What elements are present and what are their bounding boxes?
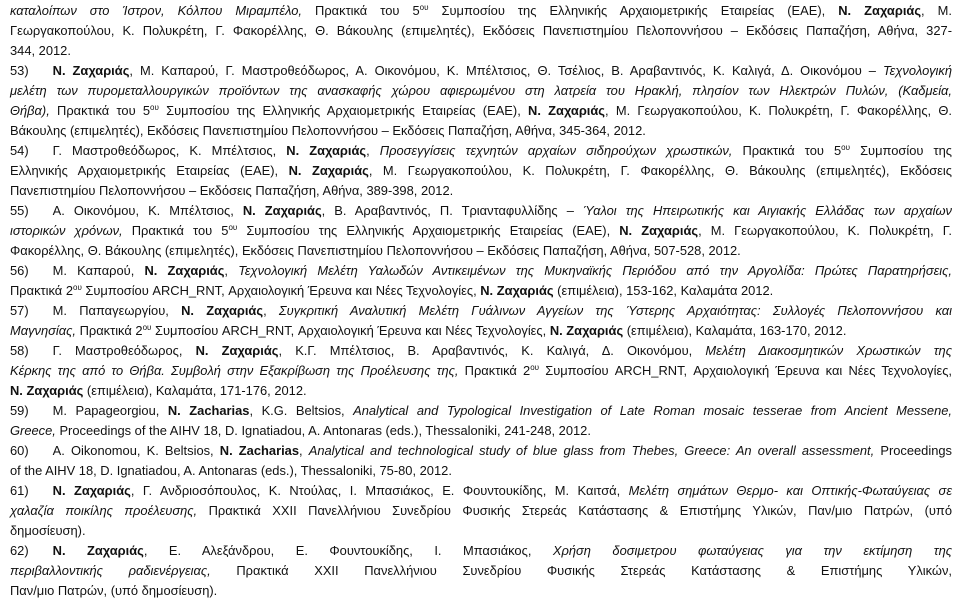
text-run: Πρακτικά του 5: [49, 103, 151, 118]
reference-line: [10, 243, 741, 258]
title-text: Προσεγγίσεις τεχνητών αρχαίων σιδηρούχων χρωστικών,: [379, 143, 733, 158]
text-run: Βάκουλης (επιμελητές), Εκδόσεις Πανεπιστημίου Πελοποννήσου – Εκδόσεις Παπαζήση, Αθήνα, 345-364, 2012.: [10, 123, 646, 138]
text-run: 56): [10, 263, 29, 278]
title-text: Analytical and technological study of blue glass from Thebes, Greece: An overall assessment,: [308, 443, 875, 458]
text-run: of the AIHV 18, D. Ignatiadou, A. Antonaras (eds.), Thessaloniki, 75-80, 2012.: [10, 463, 452, 478]
author-name: Ν. Ζαχαριάς: [181, 303, 264, 318]
text-run: Ελληνικής Αρχαιομετρικής Εταιρείας (ΕΑΕ),: [10, 163, 289, 178]
text-run: , Μ. Γεωργακοπούλου, Κ. Πολυκρέτη, Γ. Φακορέλλης, Θ.: [605, 103, 952, 118]
text-run: , Κ.Γ. Μπέλτσιος, Β. Αραβαντινός, Κ. Καλιγά, Δ. Οικονόμου,: [278, 343, 706, 358]
text-run: , Μ. Γεωργακοπούλου, Κ. Πολυκρέτη, Γ. Φακορέλλης, Θ. Βάκουλης (επιμελητές), Εκδόσεις: [368, 163, 952, 178]
text-run: Proceedings: [874, 443, 953, 458]
text-run: Α. Οικονόμου, Κ. Μπέλτσιος,: [52, 203, 243, 218]
reference-line: [10, 423, 591, 438]
reference-line: [10, 3, 952, 18]
ordinal-superscript: ου: [73, 283, 82, 292]
ordinal-superscript: ου: [150, 103, 159, 112]
text-run: 61): [10, 483, 29, 498]
ordinal-superscript: ου: [142, 323, 152, 332]
text-run: Πρακτικά XXII Πανελλήνιου Συνεδρίου Φυσικής Στερεάς Κατάστασης & Επιστήμης Υλικών,: [210, 563, 953, 578]
text-run: Συμποσίου της Ελληνικής Αρχαιομετρικής Εταιρείας (ΕΑΕ),: [428, 3, 839, 18]
reference-line: [10, 563, 952, 578]
author-name: Ν. Ζαχαριάς: [286, 143, 367, 158]
author-name: Ν. Ζαχαριάς: [52, 543, 144, 558]
text-run: Πρακτικά 2: [458, 363, 531, 378]
title-text: Μελέτη Διακοσμητικών Χρωστικών της: [705, 343, 952, 358]
text-run: Πρακτικά του 5: [732, 143, 842, 158]
text-run: 59): [10, 403, 29, 418]
text-run: , Μ. Καπαρού, Γ. Μαστροθεόδωρος, Α. Οικονόμου, Κ. Μπέλτσιος, Θ. Τσέλιος, Β. Αραβαντινός, Κ. Καλιγά, Δ. Οικονόμου: [129, 63, 869, 78]
text-run: Μ. Καπαρού,: [52, 263, 145, 278]
text-run: (επιμέλεια), Καλαμάτα, 163-170, 2012.: [623, 323, 847, 338]
text-run: , Μ. Γεωργακοπούλου, Κ. Πολυκρέτη, Γ.: [698, 223, 953, 238]
text-run: (επιμέλεια), Καλαμάτα, 171-176, 2012.: [83, 383, 307, 398]
reference-line: [10, 283, 773, 298]
text-run: Γ. Μαστροθεόδωρος, Κ. Μπέλτσιος,: [52, 143, 287, 158]
reference-line: [10, 23, 952, 38]
reference-line: [10, 403, 952, 418]
text-run: 58): [10, 343, 29, 358]
reference-line: [10, 263, 952, 278]
reference-line: [10, 63, 952, 78]
reference-line: [10, 163, 952, 178]
title-text: Τεχνολογική Μελέτη Υαλωδών Αντικειμένων της Μυκηναϊκής Περιόδου από την Αργολίδα: Πρώτες Παρατηρήσεις,: [238, 263, 952, 278]
title-text: Analytical and Typological Investigation of Late Roman mosaic tesserae from Ancient Messene,: [353, 403, 952, 418]
title-text: περιβαλλοντικής ραδιενέργειας,: [10, 563, 211, 578]
text-run: Πρακτικά του 5: [122, 223, 229, 238]
author-name: Ν. Ζαχαριάς: [10, 383, 84, 398]
author-name: Ν. Ζαχαριάς: [52, 483, 131, 498]
text-run: Πρακτικά XXII Πανελλήνιου Συνεδρίου Φυσικής Στερεάς Κατάστασης & Επιστήμης Υλικών, Παν/μιο Πατρών, (υπό: [197, 503, 952, 518]
title-text: Κέρκης της από το Θήβα. Συμβολή στην Εξακρίβωση της Προέλευσης της,: [10, 363, 459, 378]
author-name: Ν. Ζαχαριάς: [288, 163, 369, 178]
author-name: Ν. Ζαχαριάς: [549, 323, 624, 338]
reference-line: [10, 183, 453, 198]
text-run: A. Oikonomou, K. Beltsios,: [52, 443, 220, 458]
text-run: Πρακτικά 2: [75, 323, 143, 338]
title-text: – Ύαλοι της Ηπειρωτικής και Αιγιακής Ελλάδας των αρχαίων: [566, 203, 952, 218]
reference-line: [10, 123, 646, 138]
text-run: Πανεπιστημίου Πελοποννήσου – Εκδόσεις Παπαζήση, Αθήνα, 389-398, 2012.: [10, 183, 454, 198]
text-run: 57): [10, 303, 29, 318]
reference-line: [10, 523, 86, 538]
text-run: 54): [10, 143, 29, 158]
reference-line: [10, 383, 307, 398]
text-run: 344, 2012.: [10, 43, 71, 58]
author-name: Ν. Ζαχαριάς: [619, 223, 699, 238]
author-name: N. Zacharias: [219, 443, 300, 458]
text-run: Συμποσίου ARCH_RNT, Αρχαιολογική Έρευνα και Νέες Τεχνολογίες,: [539, 363, 952, 378]
reference-line: [10, 363, 952, 378]
text-run: (επιμέλεια), 153-162, Καλαμάτα 2012.: [553, 283, 774, 298]
title-text: Μαγνησίας,: [10, 323, 76, 338]
reference-line: [10, 103, 952, 118]
text-run: 53): [10, 63, 29, 78]
text-run: , Μ.: [921, 3, 952, 18]
reference-line: [10, 43, 71, 58]
author-name: Ν. Ζαχαριάς: [144, 263, 225, 278]
text-run: 55): [10, 203, 29, 218]
text-run: Proceedings of the AIHV 18, D. Ignatiadou, A. Antonaras (eds.), Thessaloniki, 241-248, 2012.: [55, 423, 591, 438]
title-text: Θήβα),: [10, 103, 50, 118]
reference-line: [10, 143, 952, 158]
author-name: Ν. Ζαχαριάς: [195, 343, 279, 358]
text-run: Πρακτικά 2: [10, 283, 73, 298]
reference-line: [10, 203, 952, 218]
text-run: , Β. Αραβαντινός, Π. Τριανταφυλλίδης: [321, 203, 567, 218]
reference-line: [10, 463, 452, 478]
text-run: Συμποσίου της: [850, 143, 952, 158]
text-run: 62): [10, 543, 29, 558]
text-run: Συμποσίου της Ελληνικής Αρχαιομετρικής Εταιρείας (ΕΑΕ),: [237, 223, 620, 238]
ordinal-superscript: ου: [228, 223, 238, 232]
text-run: Γεωργακοπούλου, Κ. Πολυκρέτη, Γ. Φακορέλλης, Θ. Βάκουλης (επιμελητές), Εκδόσεις Πανεπιστημίου Πελοποννήσου – Εκδόσεις Παπαζήση, Αθήνα, 327-: [10, 23, 952, 38]
title-text: Χρήση δοσιμετρου φωταύγειας για την εκτίμηση της: [552, 543, 952, 558]
text-run: Μ. Παπαγεωργίου,: [52, 303, 182, 318]
reference-line: [10, 303, 952, 318]
title-text: Μελέτη σημάτων Θερμο- και Οπτικής-Φωταύγειας σε: [628, 483, 952, 498]
text-run: Φακορέλλης, Θ. Βάκουλης (επιμελητές), Εκδόσεις Πανεπιστημίου Πελοποννήσου – Εκδόσεις Παπαζήση, Αθήνα, 507-528, 2012.: [10, 243, 741, 258]
title-text: ιστορικών χρόνων,: [10, 223, 123, 238]
ordinal-superscript: ου: [530, 363, 540, 372]
author-name: Ν. Ζαχαριάς: [480, 283, 554, 298]
text-run: Συμποσίου ARCH_RNT, Αρχαιολογική Έρευνα και Νέες Τεχνολογίες,: [81, 283, 481, 298]
reference-line: [10, 323, 846, 338]
reference-line: [10, 583, 217, 598]
reference-line: [10, 483, 952, 498]
reference-line: [10, 223, 952, 238]
author-name: Ν. Ζαχαριάς: [838, 3, 922, 18]
ordinal-superscript: ου: [841, 143, 850, 152]
text-run: 60): [10, 443, 29, 458]
ordinal-superscript: ου: [419, 3, 429, 12]
reference-line: [10, 83, 952, 98]
text-run: δημοσίευση).: [10, 523, 86, 538]
text-run: Παν/μιο Πατρών, (υπό δημοσίευση).: [10, 583, 218, 598]
text-run: ,: [299, 443, 309, 458]
title-text: Συγκριτική Αναλυτική Μελέτη Γυάλινων Αγγείων της Ύστερης Αρχαιότητας: Συλλογές Πελοποννήσου και: [278, 303, 952, 318]
text-run: ,: [263, 303, 279, 318]
title-text: – Τεχνολογική: [868, 63, 952, 78]
author-name: N. Zacharias: [167, 403, 250, 418]
text-run: Συμποσίου της Ελληνικής Αρχαιομετρικής Εταιρείας (ΕΑΕ),: [158, 103, 529, 118]
reference-line: [10, 503, 952, 518]
text-run: Συμποσίου ARCH_RNT, Αρχαιολογική Έρευνα και Νέες Τεχνολογίες,: [151, 323, 550, 338]
text-run: , Ε. Αλεξάνδρου, Ε. Φουντουκίδης, Ι. Μπασιάκος,: [143, 543, 553, 558]
text-run: Πρακτικά του 5: [301, 3, 420, 18]
text-run: ,: [224, 263, 239, 278]
text-run: , Γ. Ανδριοσόπουλος, Κ. Ντούλας, Ι. Μπασιάκος, Ε. Φουντουκίδης, Μ. Καιτσά,: [130, 483, 629, 498]
reference-line: [10, 543, 952, 558]
author-name: Ν. Ζαχαριάς: [242, 203, 322, 218]
reference-line: [10, 343, 952, 358]
text-run: M. Papageorgiou,: [52, 403, 168, 418]
author-name: Ν. Ζαχαριάς: [528, 103, 606, 118]
title-text: χαλαζία ποικίλης προέλευσης,: [10, 503, 198, 518]
text-run: Γ. Μαστροθεόδωρος,: [52, 343, 196, 358]
title-text: μελέτη των πυρομεταλλουργικών προϊόντων της ανασκαφής χώρου αφιερωμένου στη λατρεία του Ηρακλή, πλησίον των Ηλεκτρών Πυλών, (Καδμεία,: [10, 83, 952, 98]
title-text: καταλοίπων στο Ίστρον, Κόλπου Μιραμπέλο,: [10, 3, 302, 18]
author-name: Ν. Ζαχαριάς: [52, 63, 130, 78]
title-text: Greece,: [10, 423, 56, 438]
text-run: ,: [366, 143, 380, 158]
text-run: , K.G. Beltsios,: [249, 403, 354, 418]
reference-line: [10, 443, 952, 458]
